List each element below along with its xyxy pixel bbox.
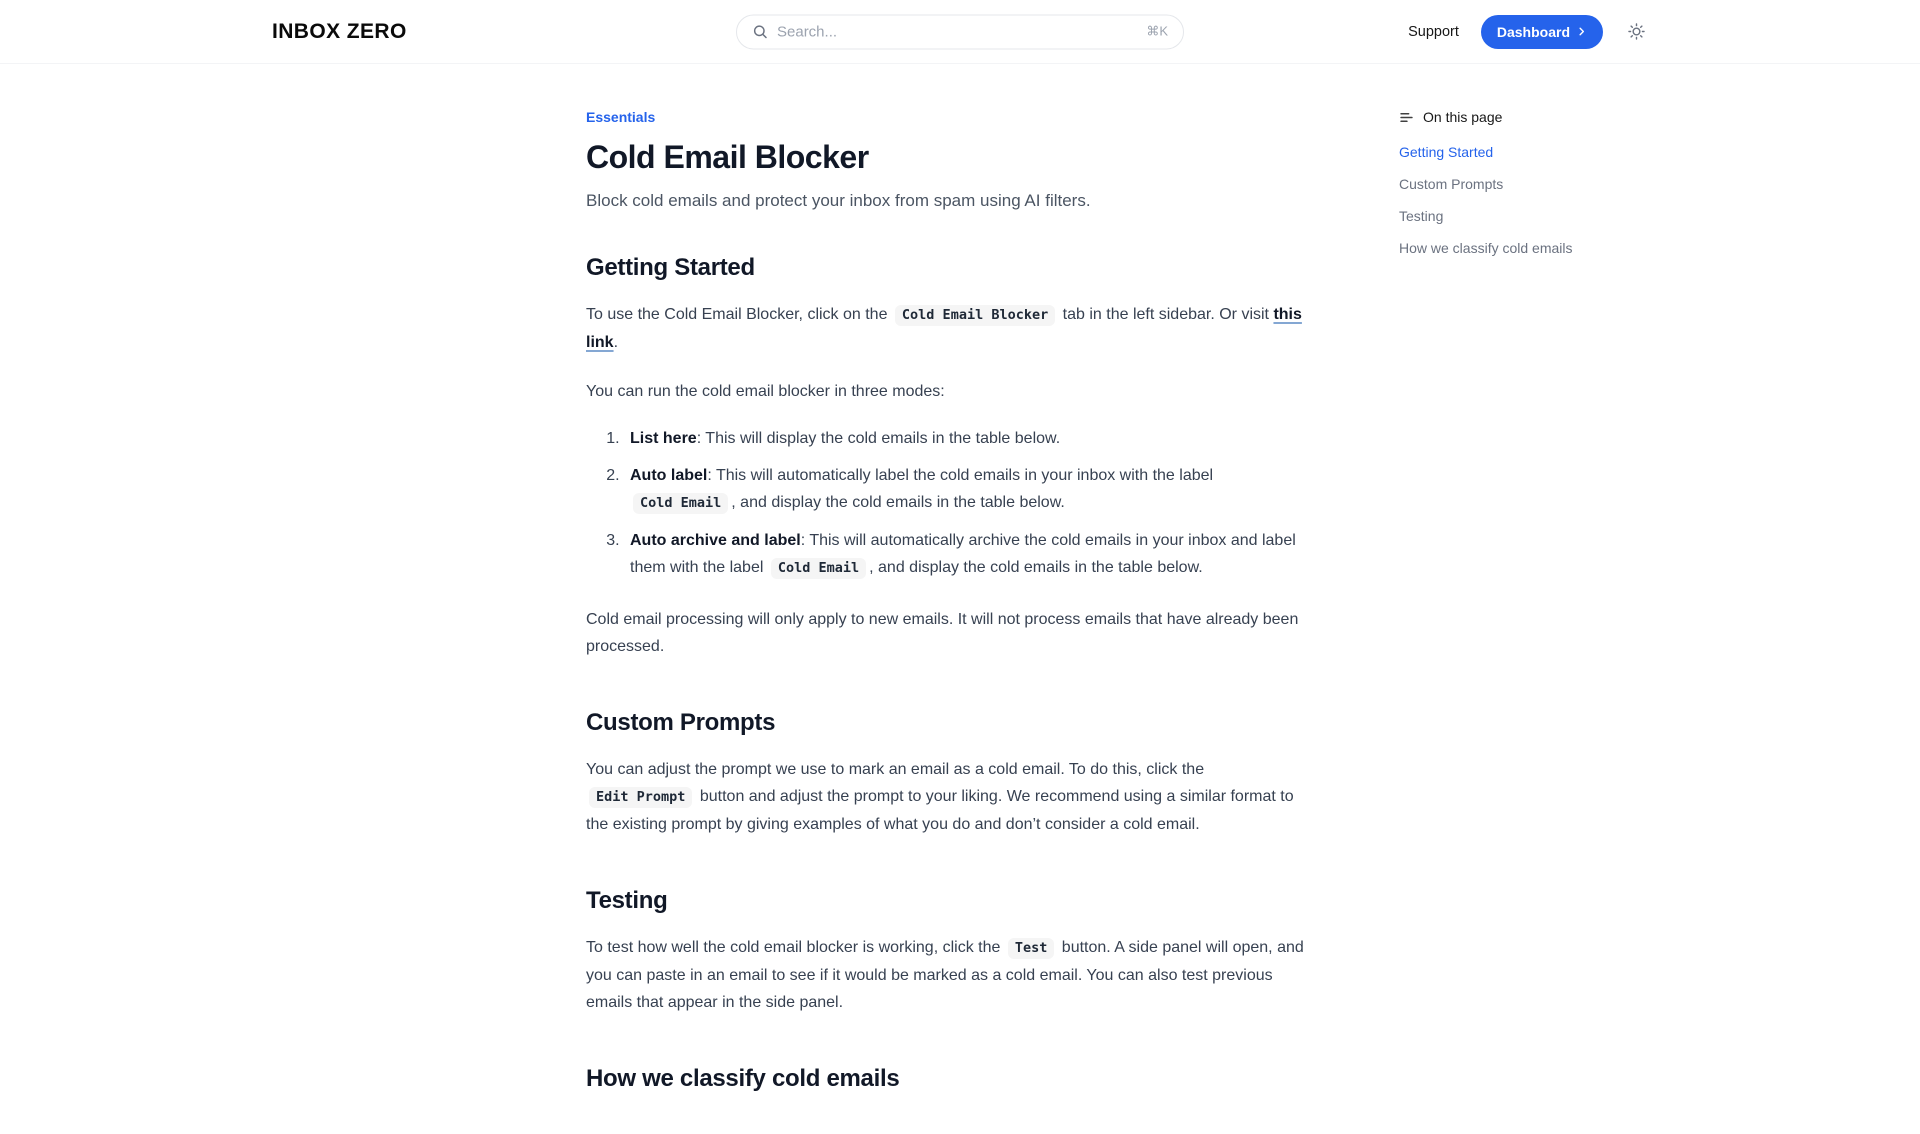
bold-text: Auto archive and label	[630, 532, 801, 549]
text-run: To test how well the cold email blocker is working, click the	[586, 939, 1005, 956]
page-subtitle: Block cold emails and protect your inbox from spam using AI filters.	[586, 191, 1091, 210]
text-run: Cold email processing will only apply to new emails. It will not process emails that have already been processed.	[586, 611, 1299, 655]
inline-code: Cold Email Blocker	[895, 305, 1055, 326]
text-run: button. A side panel will open, and you can paste in an email to see if it would be marked as a cold email. You can also test previous emails that appear in the side panel.	[586, 939, 1304, 1011]
paragraph	[586, 378, 1306, 405]
inline-code: Test	[1008, 938, 1055, 959]
text-run: You can run the cold email blocker in three modes:	[586, 383, 945, 400]
text-run: button and adjust the prompt to your liking. We recommend using a similar format to the existing prompt by giving examples of what you do and don’t consider a cold email.	[586, 788, 1294, 833]
inline-code: Edit Prompt	[589, 787, 692, 808]
chevron-right-icon	[1576, 26, 1587, 37]
search-input[interactable]	[777, 23, 1137, 40]
breadcrumb[interactable]: Essentials	[586, 109, 656, 125]
dashboard-button[interactable]	[1481, 15, 1603, 49]
bold-text: List here	[630, 430, 697, 447]
dashboard-button-label: Dashboard	[1496, 23, 1570, 40]
toc-link[interactable]: Testing	[1399, 208, 1444, 224]
support-link[interactable]: Support	[1408, 23, 1459, 40]
section-heading: Getting Started	[586, 254, 755, 281]
text-run: .	[613, 334, 619, 351]
text-run: : This will automatically archive the cold emails in your inbox and label them with the label	[630, 532, 1296, 576]
inline-code: Cold Email	[771, 558, 866, 579]
page-container	[272, 64, 1648, 1134]
toc-link[interactable]: How we classify cold emails	[1399, 240, 1573, 256]
toc-title: On this page	[1423, 109, 1503, 125]
text-run: , and display the cold emails in the table below.	[731, 494, 1065, 511]
paragraph	[586, 301, 1306, 356]
text-run: tab in the left sidebar. Or visit	[1058, 306, 1274, 323]
toc-link[interactable]: Custom Prompts	[1399, 176, 1504, 192]
header-actions	[1408, 15, 1648, 49]
toc-list	[1399, 144, 1614, 257]
paragraph	[586, 756, 1306, 838]
paragraph	[586, 606, 1306, 660]
text-run: To use the Cold Email Blocker, click on the	[586, 306, 892, 323]
article-body	[586, 253, 1306, 1094]
header-container	[272, 0, 1648, 63]
site-header	[0, 0, 1920, 64]
list-item	[624, 425, 1306, 452]
toc-lines-icon	[1399, 110, 1414, 125]
text-run: : This will display the cold emails in the table below.	[696, 430, 1061, 447]
text-run: You can adjust the prompt we use to mark an email as a cold email. To do this, click the	[586, 761, 1205, 778]
search-icon	[752, 24, 768, 40]
list-item	[624, 527, 1306, 582]
modes-list	[586, 425, 1306, 582]
paragraph	[586, 934, 1306, 1016]
page-title: Cold Email Blocker	[586, 139, 869, 175]
list-item	[624, 462, 1306, 517]
search-bar[interactable]	[736, 14, 1184, 49]
inline-link[interactable]: this link	[586, 306, 1302, 351]
theme-toggle-button[interactable]	[1625, 20, 1648, 43]
section-heading: How we classify cold emails	[586, 1065, 900, 1092]
section-heading: Custom Prompts	[586, 709, 776, 736]
toc-header	[1399, 109, 1614, 125]
toc-panel	[1399, 109, 1614, 257]
search-shortcut: ⌘K	[1146, 23, 1168, 39]
text-run: : This will automatically label the cold emails in your inbox with the label	[707, 467, 1214, 484]
text-run: , and display the cold emails in the table below.	[869, 559, 1203, 576]
inline-code: Cold Email	[633, 493, 728, 514]
sun-icon	[1627, 22, 1646, 41]
section-heading: Testing	[586, 887, 668, 914]
article	[586, 64, 1306, 1134]
logo[interactable]: INBOX ZERO	[272, 19, 407, 43]
bold-text: Auto label	[630, 467, 708, 484]
toc-link[interactable]: Getting Started	[1399, 144, 1494, 160]
